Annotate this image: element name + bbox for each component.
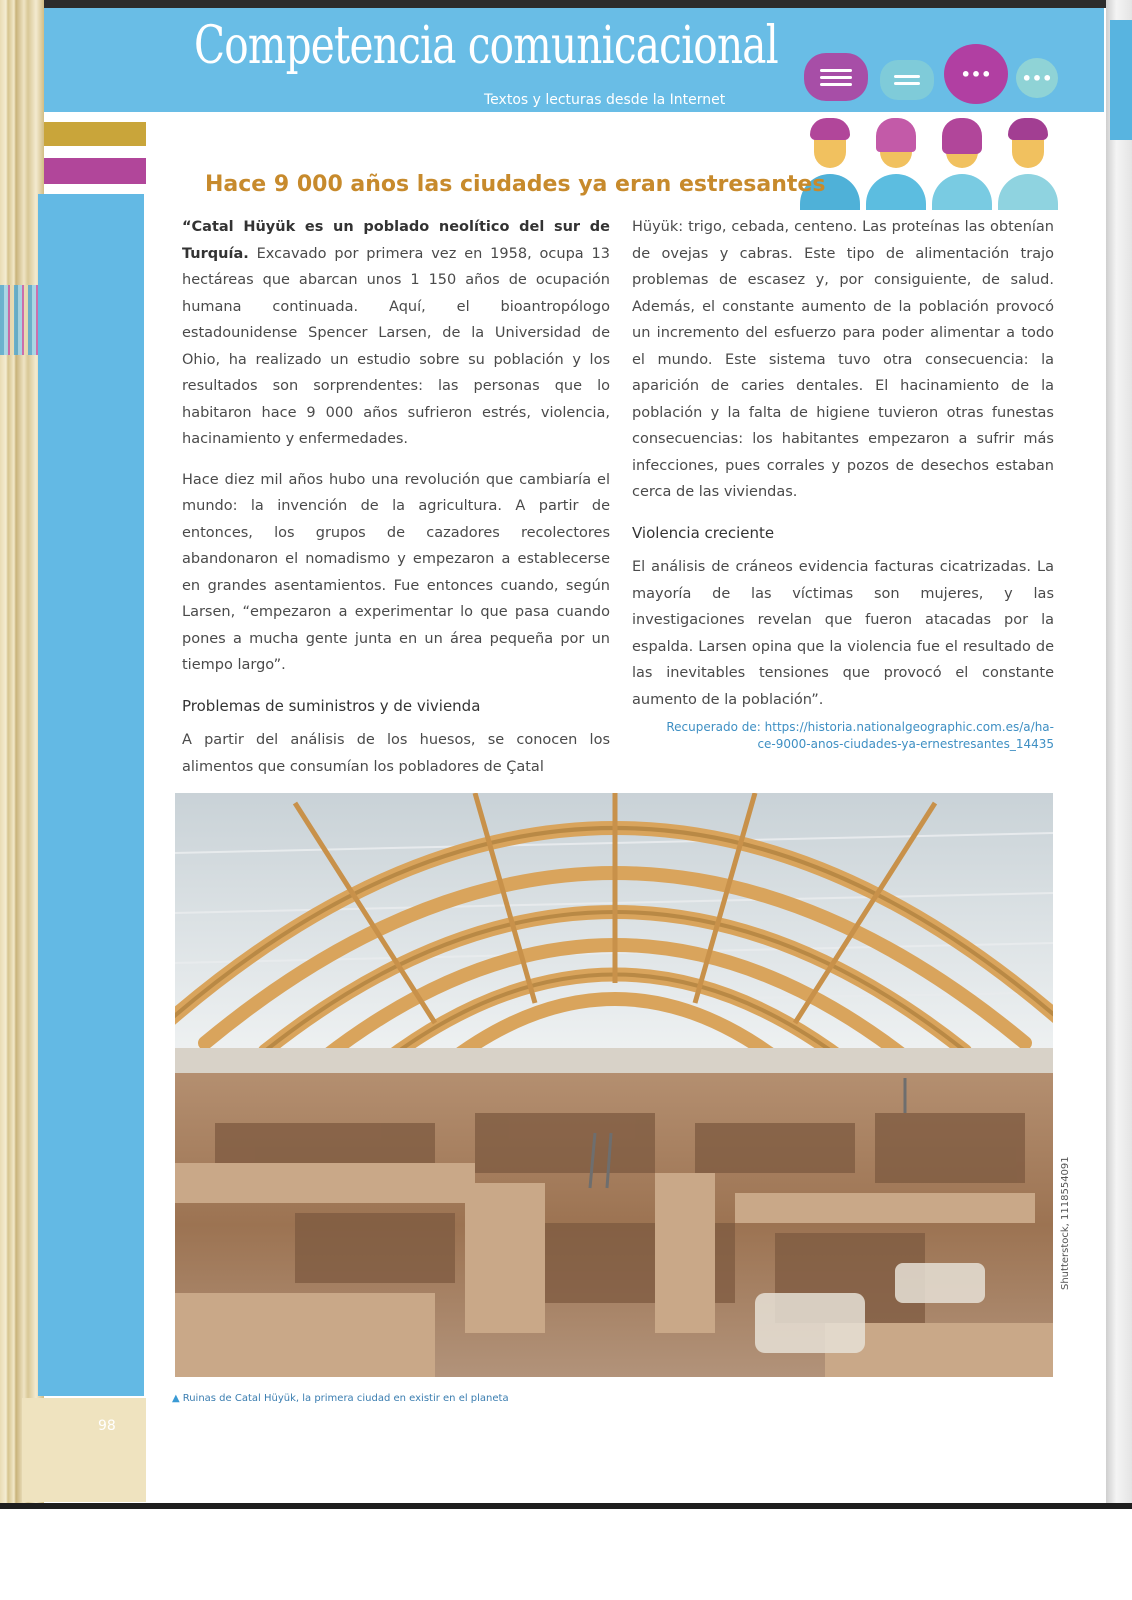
page-stack-color-marks [0,285,40,355]
source-link[interactable] [632,719,1054,753]
chat-bubble-lines-icon [804,53,868,101]
person-avatar-icon [932,118,992,210]
article-paragraph: Hace diez mil años hubo una revolución que cambiaría el mundo: la invención de la agricultura. A partir de entonces, los grupos de cazadores recolectores abandonaron el nomadismo y empezaron a establecerse en grandes asentamientos. Fue entonces cuando, según Larsen, “empezaron a experimentar lo que pasa cuando pones a mucha gente junta en un área pequeña por un tiempo largo”. [182,471,610,673]
person-avatar-icon [998,118,1058,210]
book-right-edge [1106,0,1132,1505]
article-headline: Hace 9 000 años las ciudades ya eran estresantes [205,172,826,197]
section-header [44,8,1104,112]
chat-bubble-dots-icon: ••• [944,44,1008,104]
article-left-column [182,214,610,794]
person-avatar-icon [866,118,926,210]
chat-bubble-icon [880,60,934,100]
scan-bottom-edge [0,1503,1132,1509]
photo-caption [172,1393,509,1404]
article-paragraph [182,214,610,453]
caption-text: Ruinas de Catal Hüyük, la primera ciudad en existir en el planeta [182,1393,509,1404]
side-color-bar [38,194,144,1396]
people-illustration [800,118,1062,210]
section-tab-gold [44,122,146,146]
article-paragraph: Hüyük: trigo, cebada, centeno. Las proteínas las obtenían de ovejas y cabras. Este tipo de alimentación trajo problemas de escasez y, por consiguiente, de salud. Además, el constante aumento de la población provocó un incremento del esfuerzo para poder alimentar a todo el mundo. Este sistema tuvo otra consecuencia: la aparición de caries dentales. El hacinamiento de la población y la falta de higiene tuvieron otras funestas consecuencias: los habitantes empezaron a sufrir más infecciones, pues corrales y pozos de desechos estaban cerca de las viviendas. [632,219,1054,500]
article-subheading: Problemas de suministros y de vivienda [182,696,481,715]
article-paragraph-text: Excavado por primera vez en 1958, ocupa 13 hectáreas que abarcan unos 1 150 años de ocupación humana continuada. Aquí, el bioantropólogo estadounidense Spencer Larsen, de la Universidad de Ohio, ha realizado un estudio sobre su población y los resultados son sorprendentes: las personas que lo habitaron hace 9 000 años sufrieron estrés, violencia, hacinamiento y enfermedades. [182,245,610,447]
next-page-header-edge [1110,20,1132,140]
article-subheading: Violencia creciente [632,523,775,542]
section-subtitle: Textos y lecturas desde la Internet [484,92,726,108]
section-title: Competencia comunicacional [194,16,778,76]
page-footer-strip [22,1398,146,1502]
article-lead: “Catal Hüyük es un poblado neolítico del sur de Turquía. [182,219,610,262]
scan-top-edge [0,0,1132,8]
article-paragraph: El análisis de cráneos evidencia facturas cicatrizadas. La mayoría de las víctimas son mujeres, y las investigaciones revelan que fueron atacadas por la espalda. Larsen opina que la violencia fue el resultado de las inevitables tensiones que provocó el constante aumento de la población”. [632,559,1054,708]
chat-bubble-dots-small-icon: ••• [1016,58,1058,98]
source-line: ce-9000-anos-ciudades-ya-ernestresantes_14435 [757,737,1054,751]
page-number: 98 [98,1418,116,1434]
article-right-column [632,214,1054,753]
article-paragraph: A partir del análisis de los huesos, se conocen los alimentos que consumían los pobladores de Çatal [182,732,610,775]
caption-triangle-icon: ▲ [172,1393,180,1404]
photo-credit: Shutterstock, 1118554091 [1060,1156,1071,1290]
ruins-photo-illustration [175,793,1053,1377]
section-tab-magenta [44,158,146,184]
source-line: Recuperado de: https://historia.nationalgeographic.com.es/a/ha- [666,720,1054,734]
ruins-photo [175,793,1053,1377]
